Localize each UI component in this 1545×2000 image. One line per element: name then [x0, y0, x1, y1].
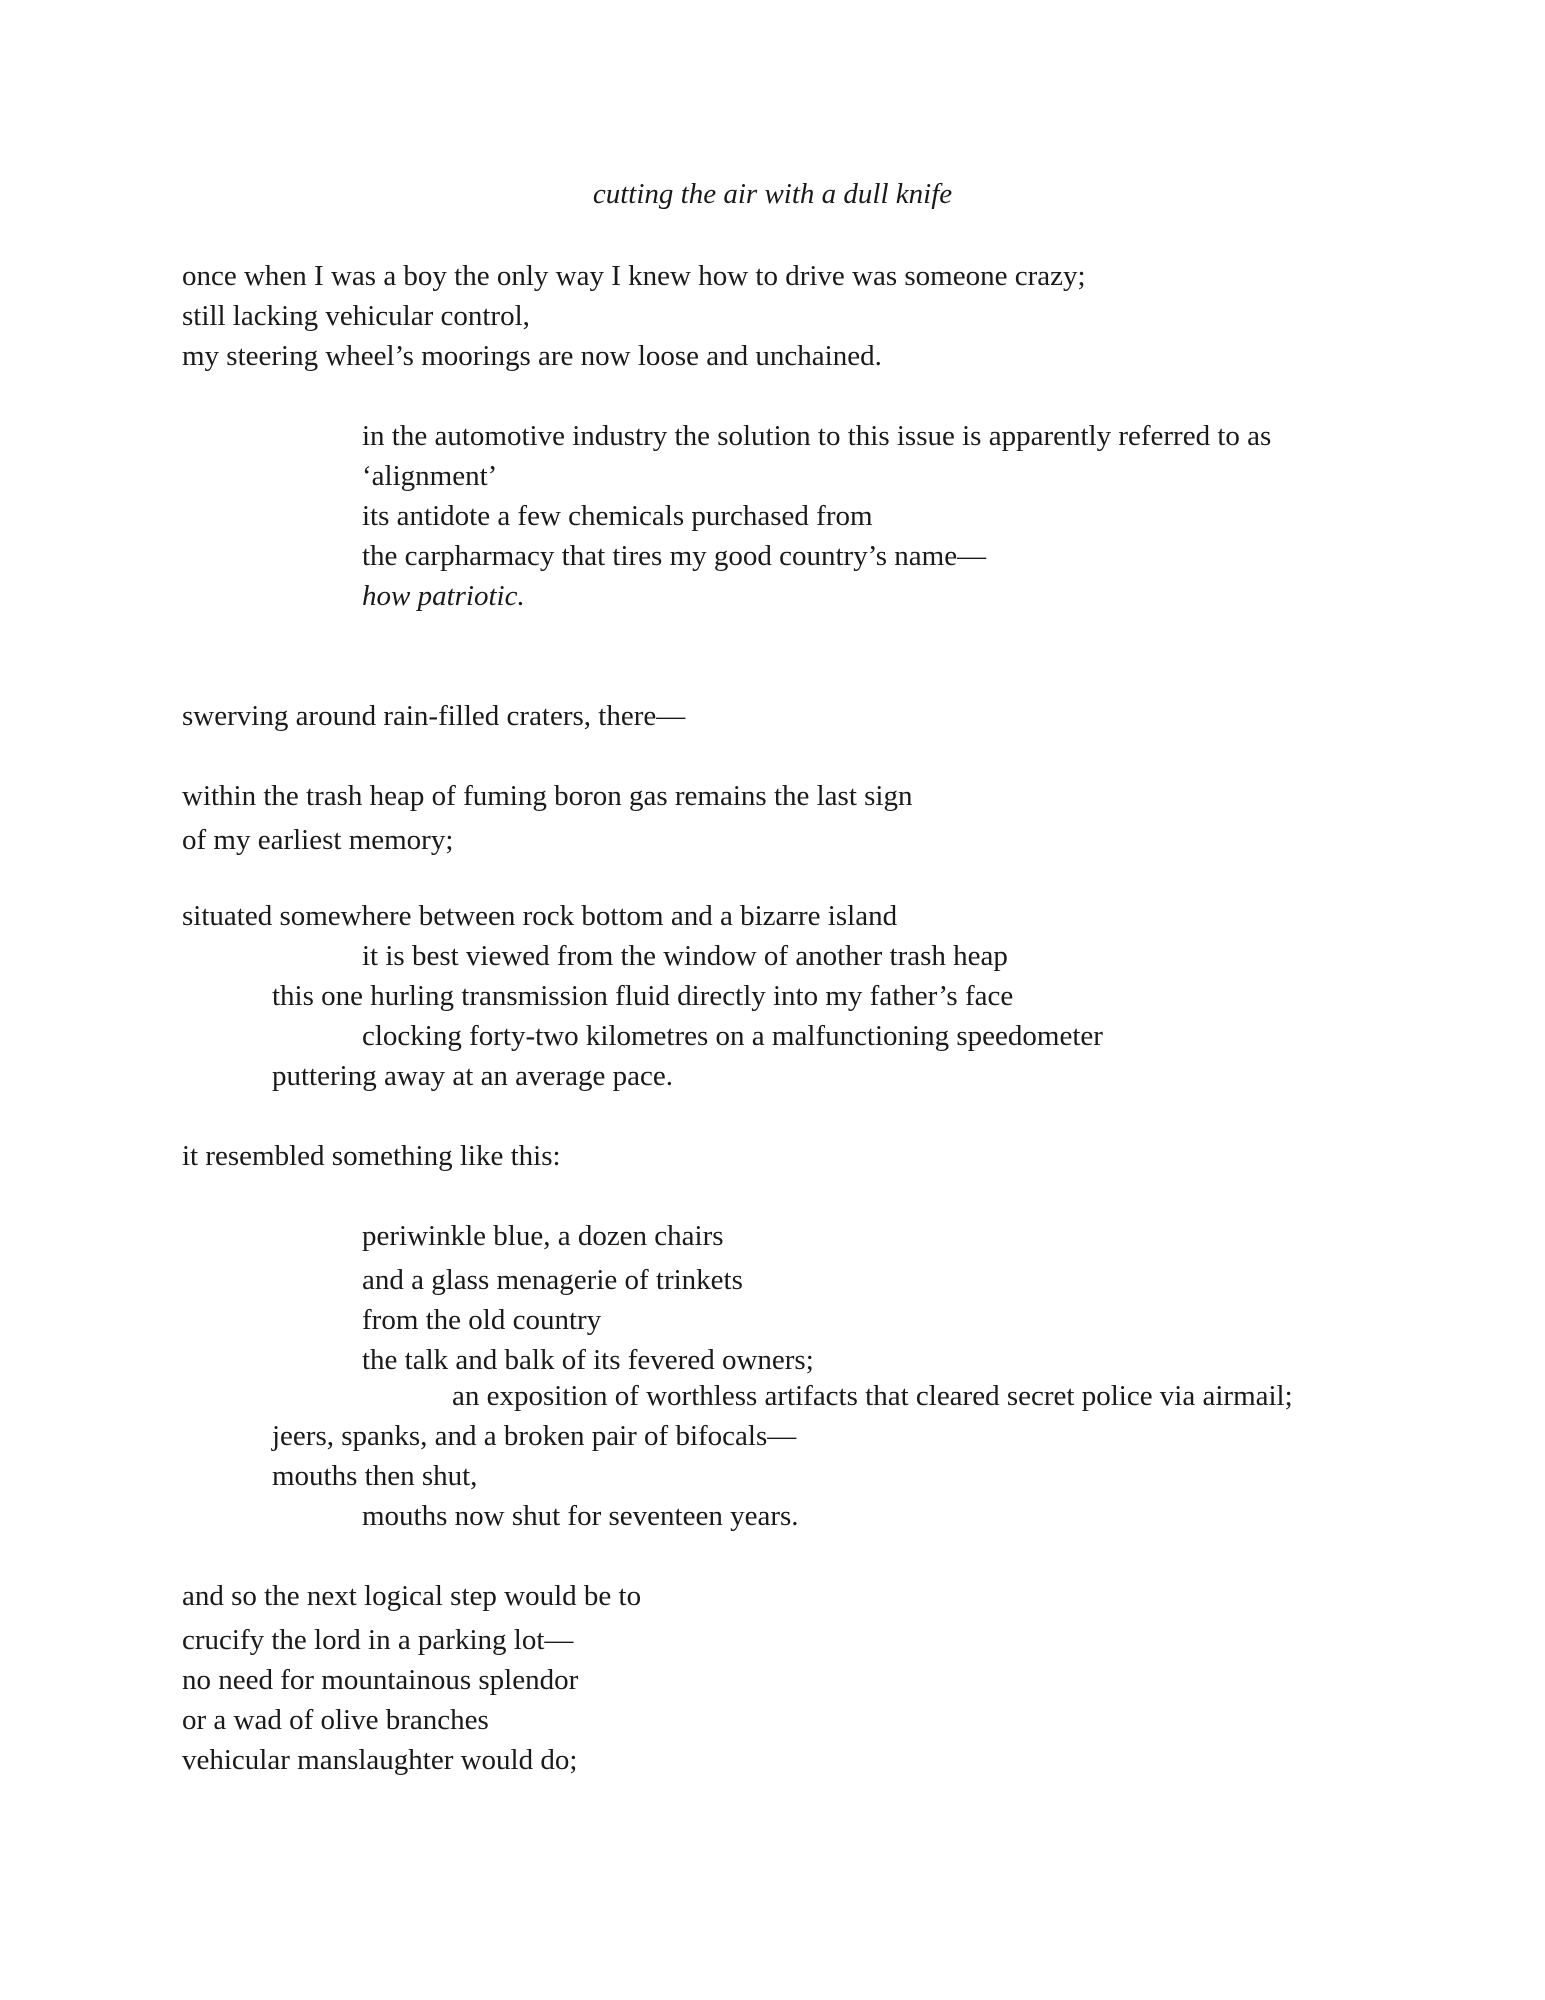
poem-line: mouths then shut,	[272, 1460, 478, 1492]
poem-line: clocking forty-two kilometres on a malfunctioning speedometer	[362, 1020, 1103, 1052]
poem-line: swerving around rain-filled craters, there—	[182, 700, 686, 732]
poem-title: cutting the air with a dull knife	[592, 178, 953, 210]
poem-line: the carpharmacy that tires my good country’s name—	[362, 540, 987, 572]
poem-line: ‘alignment’	[362, 460, 498, 492]
poem-line: and a glass menagerie of trinkets	[362, 1264, 743, 1296]
poem-line: vehicular manslaughter would do;	[182, 1744, 578, 1776]
poem-line: it resembled something like this:	[182, 1140, 561, 1172]
poem-line: this one hurling transmission fluid directly into my father’s face	[272, 980, 1014, 1012]
poem-line: mouths now shut for seventeen years.	[362, 1500, 799, 1532]
poem-line: my steering wheel’s moorings are now loose and unchained.	[182, 340, 882, 372]
poem-line: and so the next logical step would be to	[182, 1580, 642, 1612]
poem-line: crucify the lord in a parking lot—	[182, 1624, 574, 1656]
poem-line: it is best viewed from the window of another trash heap	[362, 940, 1008, 972]
poem-line: situated somewhere between rock bottom and a bizarre island	[182, 900, 898, 932]
poem-line: from the old country	[362, 1304, 602, 1336]
poem-line: once when I was a boy the only way I knew how to drive was someone crazy;	[182, 260, 1086, 292]
poem-line: in the automotive industry the solution to this issue is apparently referred to as	[362, 420, 1272, 452]
poem-line: the talk and balk of its fevered owners;	[362, 1344, 814, 1376]
poem-line: no need for mountainous splendor	[182, 1664, 579, 1696]
poem-line: how patriotic.	[362, 580, 525, 612]
poem-line: of my earliest memory;	[182, 824, 454, 856]
poem-line: periwinkle blue, a dozen chairs	[362, 1220, 724, 1252]
poem-line: within the trash heap of fuming boron gas remains the last sign	[182, 780, 913, 812]
poem-line: puttering away at an average pace.	[272, 1060, 673, 1092]
poem-line: or a wad of olive branches	[182, 1704, 489, 1736]
poem-line: its antidote a few chemicals purchased from	[362, 500, 873, 532]
poem-line: still lacking vehicular control,	[182, 300, 530, 332]
poem-line: jeers, spanks, and a broken pair of bifocals—	[272, 1420, 797, 1452]
poem-line: an exposition of worthless artifacts that cleared secret police via airmail;	[452, 1380, 1293, 1412]
